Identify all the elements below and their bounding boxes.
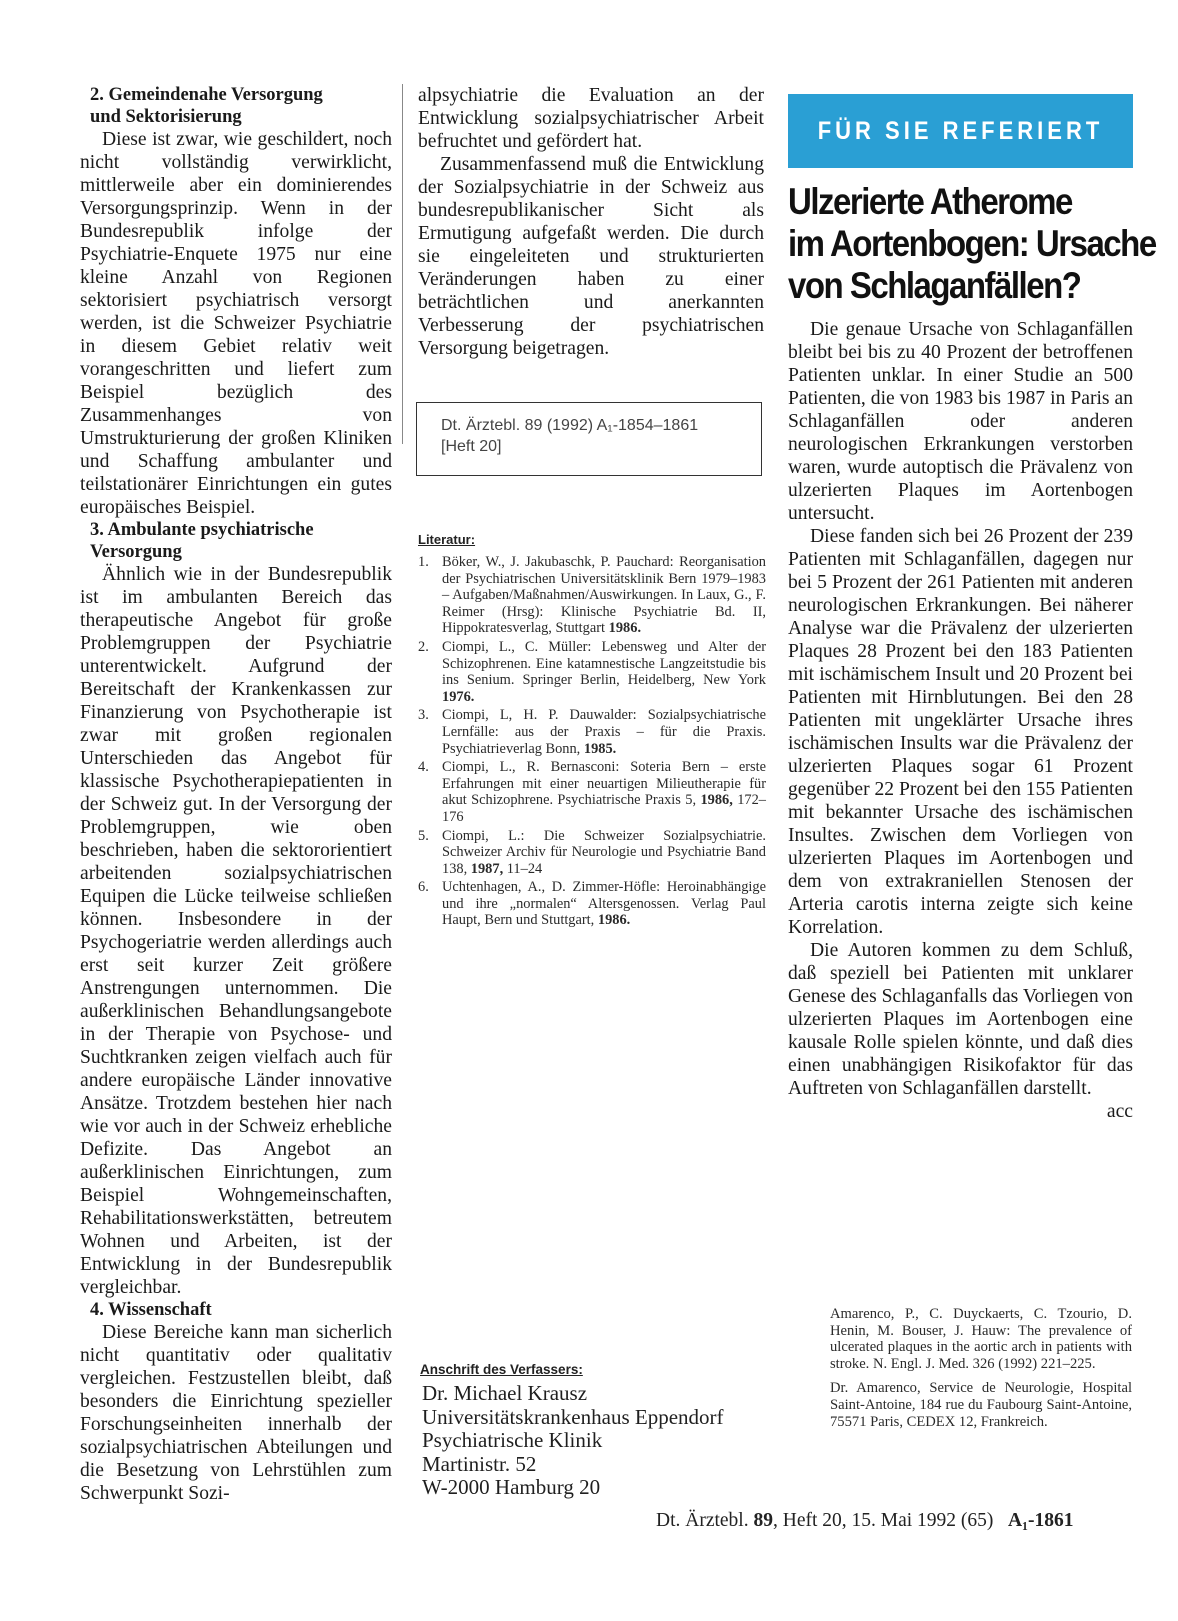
section-heading: 4. Wissenschaft xyxy=(90,1300,212,1320)
paragraph: Die genaue Ursache von Schlaganfällen bleibt bei bis zu 40 Prozent der betroffenen Patienten unklar. In einer Studie an 500 Patienten, die von 1983 bis 1987 in Paris an Schlaganfällen oder anderen neurologischen Erkrankungen verstorben waren, wurde autoptisch die Prävalenz von ulzerierten Plaques im Aortenbogen untersucht. xyxy=(788,319,1133,524)
author-signature: acc xyxy=(1106,1101,1133,1122)
article-references xyxy=(830,1306,1132,1438)
literature-item xyxy=(418,639,766,705)
literature-year: 1987, xyxy=(470,860,504,877)
paragraph-text: Die Autoren kommen zu dem Schluß, daß speziell bei Patienten mit unklarer Genese des Schlaganfalls das Vorliegen von ulzerierten Plaques im Aortenbogen eine kausale Rolle spielen könnte, und daß dies einen unabhängigen Risikofaktor für das Auftreten von Schlaganfällen darstellt. xyxy=(788,940,1133,1099)
literature-list xyxy=(418,554,766,931)
literature-text: Uchtenhagen, A., D. Zimmer-Höfle: Heroinabhängige und ihre „normalen“ Altersgenossen. Verlag Paul Haupt, Bern und Stuttgart, xyxy=(442,879,766,929)
literature-item xyxy=(418,759,766,825)
literature-item xyxy=(418,554,766,637)
citation-issue: [Heft 20] xyxy=(441,438,502,455)
literature-year: 1985. xyxy=(583,740,617,757)
journal-name: Dt. Ärztebl. xyxy=(656,1510,749,1531)
section-paragraph: Diese Bereiche kann man sicherlich nicht quantitativ oder qualitativ vergleichen. Festzustellen bleibt, daß besonders die Einrichtung spezieller Forschungseinheiten innerhalb der sozialpsychiatrischen Abteilungen und die Besetzung von Lehrstühlen zum Schwerpunkt Sozi- xyxy=(80,1322,392,1504)
section-banner xyxy=(788,94,1133,168)
page-number: A₁-1861 xyxy=(1008,1510,1074,1531)
citation-box xyxy=(416,402,762,476)
headline-line: im Aortenbogen: Ursache xyxy=(788,222,1156,264)
literature-number: 4. xyxy=(418,759,429,776)
column-divider xyxy=(402,84,403,444)
author-address xyxy=(422,1382,724,1500)
section-heading: 2. Gemeindenahe Versorgung xyxy=(90,85,323,105)
section-heading: 3. Ambulante psychiatrische xyxy=(90,520,314,540)
literature-pages: 11–24 xyxy=(503,860,543,877)
literature-year: 1986, xyxy=(700,792,733,809)
literature-number: 1. xyxy=(418,554,429,570)
literature-year: 1986. xyxy=(608,620,642,637)
headline-line: Ulzerierte Atherome xyxy=(788,180,1072,222)
literature-item xyxy=(418,879,766,929)
right-article-body xyxy=(788,318,1133,1123)
article-headline xyxy=(788,178,1156,306)
headline-line: von Schlaganfällen? xyxy=(788,264,1081,306)
literature-item xyxy=(418,707,766,757)
literature-pages: 172–176 xyxy=(442,792,766,825)
address-line: Psychiatrische Klinik xyxy=(422,1428,603,1452)
literature-title: Literatur: xyxy=(418,532,476,547)
literature-year: 1976. xyxy=(442,688,475,705)
banner-label: FÜR SIE REFERIERT xyxy=(817,116,1104,145)
section-heading: und Sektorisierung xyxy=(90,107,242,127)
literature-number: 3. xyxy=(418,707,429,724)
address-line: W-2000 Hamburg 20 xyxy=(422,1475,601,1499)
literature-number: 2. xyxy=(418,638,429,655)
reference: Amarenco, P., C. Duyckaerts, C. Tzourio, D. Henin, M. Bouser, J. Hauw: The prevalence of ulcerated plaques in the aortic arch in patients with stroke. N. Engl. J. Med. 326 (1992) 221–225. xyxy=(830,1306,1132,1372)
page-footer xyxy=(656,1510,1134,1532)
section-paragraph: Ähnlich wie in der Bundesrepublik ist im ambulanten Bereich das therapeutische Angebot für große Problemgruppen der Psychiatrie unterentwickelt. Aufgrund der Bereitschaft der Krankenkassen zur Finanzierung von Psychotherapie ist zwar mit großen regionalen Unterschieden das Angebot für klassische Psychotherapiepatienten in der Schweiz gut. In der Versorgung der Problemgruppen, wie oben beschrieben, haben die sektororientiert arbeitenden sozialpsychiatrischen Equipen die Lücke teilweise schließen können. Insbesondere in der Psychogeriatrie werden allerdings auch erst seit kurzer Zeit größere Anstrengungen unternommen. Die außerklinischen Behandlungsangebote in der Therapie von Psychose- und Suchtkranken zeigen vielfach auch für andere europäische Länder innovative Ansätze. Trotzdem bestehen hier nach wie vor auch in der Schweiz erhebliche Defizite. Das Angebot an außerklinischen Einrichtungen, zum Beispiel Wohngemeinschaften, Rehabilitationswerkstätten, betreutem Wohnen und Arbeiten, ist der Entwicklung in der Bundesrepublik vergleichbar. xyxy=(80,564,392,1298)
literature-text: Ciompi, L., R. Bernasconi: Soteria Bern – erste Erfahrungen mit einer neuartigen Milieutherapie für akut Schizophrene. Psychiatrische Praxis 5, xyxy=(442,759,766,809)
section-paragraph: Diese ist zwar, wie geschildert, noch nicht vollständig verwirklicht, mittlerweile aber ein dominierendes Versorgungsprinzip. Wenn in der Bundesrepublik infolge der Psychiatrie-Enquete 1975 nur eine kleine Anzahl von Regionen sektorisiert psychiatrisch versorgt werden, ist die Schweizer Psychiatrie in diesem Gebiet relativ weit vorangeschritten und liefert zum Beispiel bezüglich des Zusammenhanges von Umstrukturierung der großen Kliniken und Schaffung ambulanter und teilstationärer Einrichtungen ein gutes europäisches Beispiel. xyxy=(80,129,392,518)
address-line: Universitätskrankenhaus Eppendorf xyxy=(422,1404,724,1429)
address-title: Anschrift des Verfassers: xyxy=(420,1362,583,1377)
literature-text: Böker, W., J. Jakubaschk, P. Pauchard: Reorganisation der Psychiatrischen Universitätsklinik Bern 1979–1983 – Aufgaben/Maßnahmen/Auswirkungen. In Laux, G., F. Reimer (Hrsg): Klinische Psychiatrie Bd. II, Hippokratesverlag, Stuttgart xyxy=(442,554,766,637)
reference-address: Dr. Amarenco, Service de Neurologie, Hospital Saint-Antoine, 184 rue du Faubourg Saint-Antoine, 75571 Paris, CEDEX 12, Frankreich. xyxy=(830,1380,1132,1430)
paragraph: Diese fanden sich bei 26 Prozent der 239 Patienten mit Schlaganfällen, dagegen nur bei 5 Prozent der 261 Patienten mit anderen neurologischen Erkrankungen. Bei näherer Analyse war die Prävalenz der ulzerierten Plaques 28 Prozent bei den 183 Patienten mit ischämischem Insult und 20 Prozent bei Patienten mit Hirnblutungen. Bei den 28 Patienten mit ungeklärter Ursache ihres ischämischen Insults war die Prävalenz der ulzerierten Plaques sogar 61 Prozent gegenüber 22 Prozent bei den 155 Patienten mit bekannter Ursache des ischämischen Insultes. Zwischen dem Vorliegen von ulzerierten Plaques im Aortenbogen und dem von extrakraniellen Stenosen der Arteria carotis interna zeigte sich keine Korrelation. xyxy=(788,526,1133,938)
literature-year: 1986. xyxy=(597,912,631,929)
literature-item xyxy=(418,828,766,878)
citation-line: Dt. Ärztebl. 89 (1992) A₁-1854–1861 xyxy=(441,417,699,434)
address-line: Martinistr. 52 xyxy=(422,1451,537,1476)
literature-text: Ciompi, L.: Die Schweizer Sozialpsychiatrie. Schweizer Archiv für Neurologie und Psychiatrie Band 138, xyxy=(442,827,766,877)
address-line: Dr. Michael Krausz xyxy=(422,1381,588,1405)
paragraph: Zusammenfassend muß die Entwicklung der Sozialpsychiatrie in der Schweiz aus bundesrepublikanischer Sicht als Ermutigung aufgefaßt werden. Die durch sie eingeleiteten und strukturierten Veränderungen haben zu einer beträchtlichen und anerkannten Verbesserung der psychiatrischen Versorgung beigetragen. xyxy=(418,154,764,359)
literature-text: Ciompi, L, H. P. Dauwalder: Sozialpsychiatrische Lernfälle: aus der Praxis – für die Praxis. Psychiatrieverlag Bonn, xyxy=(442,707,766,757)
literature-number: 5. xyxy=(418,827,429,844)
section-heading: Versorgung xyxy=(90,542,182,562)
left-column xyxy=(80,84,392,1505)
paragraph xyxy=(788,939,1133,1122)
paragraph: alpsychiatrie die Evaluation an der Entwicklung sozialpsychiatrischer Arbeit befruchtet und gefördert hat. xyxy=(418,85,764,152)
literature-number: 6. xyxy=(418,879,429,896)
issue-date: , Heft 20, 15. Mai 1992 (65) xyxy=(772,1510,994,1531)
middle-column xyxy=(418,84,764,360)
literature-text: Ciompi, L., C. Müller: Lebensweg und Alter der Schizophrenen. Eine katamnestische Langzeitstudie bis ins Senium. Springer Berlin, Heidelberg, New York xyxy=(442,638,766,689)
journal-volume: 89 xyxy=(753,1510,773,1531)
